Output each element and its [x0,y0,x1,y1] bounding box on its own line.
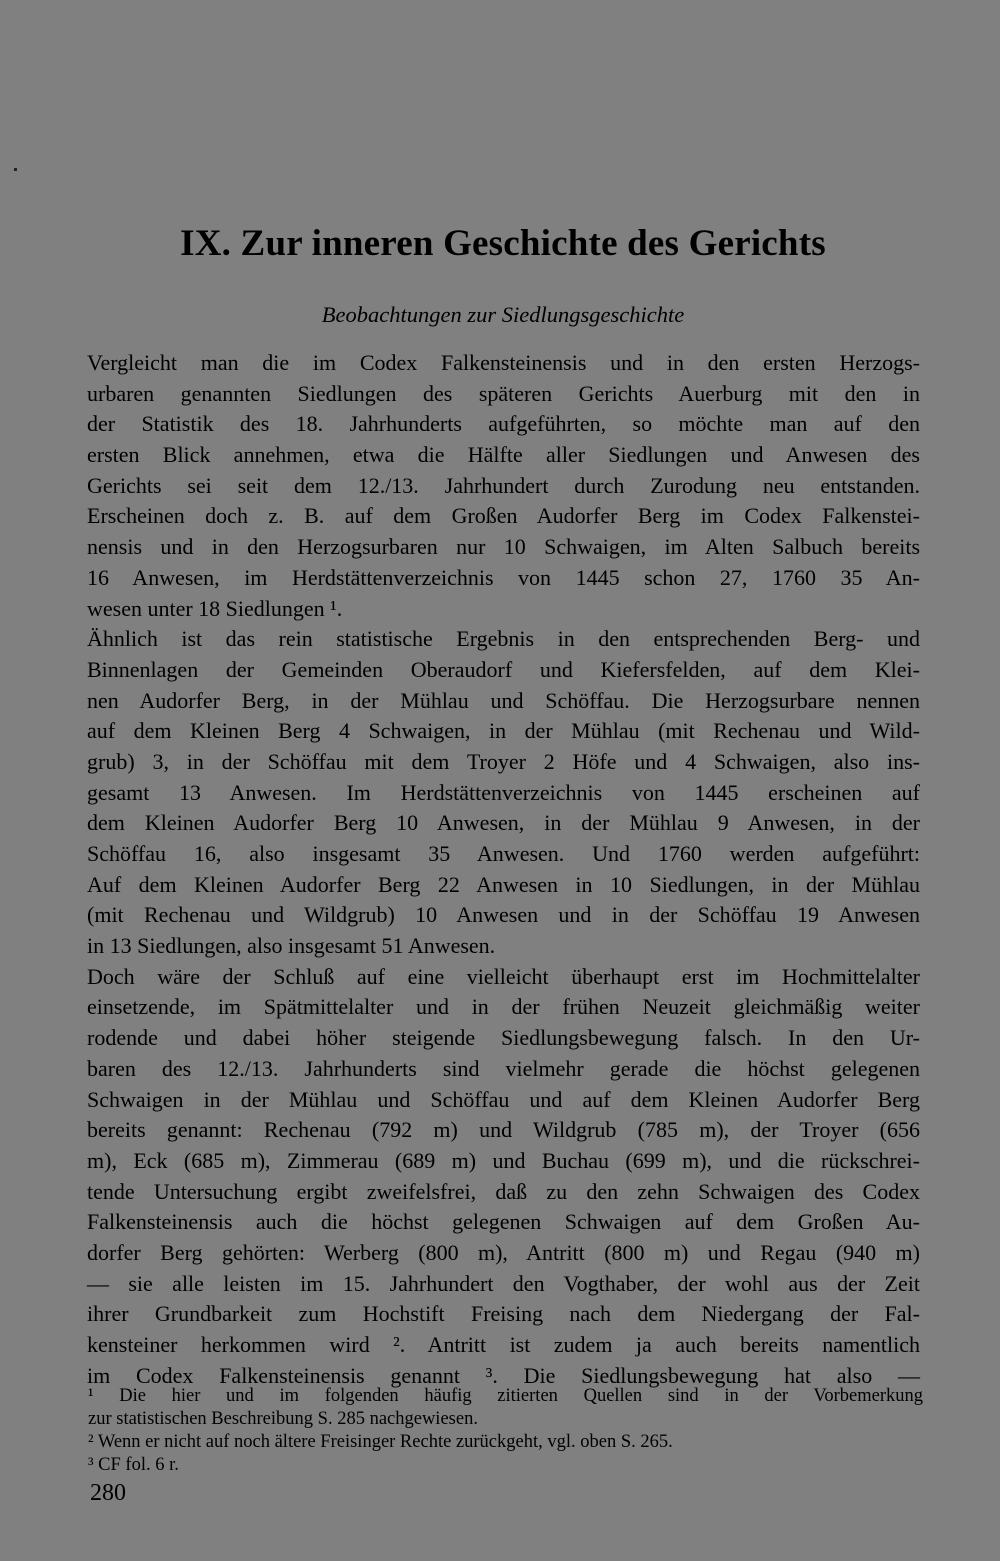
body-line: der Statistik des 18. Jahrhunderts aufgeführten, so möchte man auf den [87,411,920,437]
body-line: — sie alle leisten im 15. Jahrhundert den Vogthaber, der wohl aus der Zeit [87,1270,920,1296]
body-line: Schwaigen in der Mühlau und Schöffau und auf dem Kleinen Audorfer Berg [87,1086,920,1112]
body-line: Falkensteinensis auch die höchst gelegenen Schwaigen auf dem Großen Au- [87,1209,920,1235]
body-line: einsetzende, im Spätmittelalter und in der frühen Neuzeit gleichmäßig weiter [87,994,920,1020]
body-line: grub) 3, in der Schöffau mit dem Troyer 2 Höfe und 4 Schwaigen, also ins- [87,748,920,774]
body-line: nensis und in den Herzogsurbaren nur 10 Schwaigen, im Alten Salbuch bereits [87,534,920,560]
body-line: Auf dem Kleinen Audorfer Berg 22 Anwesen in 10 Siedlungen, in der Mühlau [87,871,920,897]
body-line: 16 Anwesen, im Herdstättenverzeichnis von 1445 schon 27, 1760 35 An- [87,564,920,590]
body-line: Gerichts sei seit dem 12./13. Jahrhundert durch Zurodung neu entstanden. [87,472,920,498]
body-line: gesamt 13 Anwesen. Im Herdstättenverzeichnis von 1445 erscheinen auf [87,779,920,805]
body-line: wesen unter 18 Siedlungen ¹. [87,595,343,621]
body-line: rodende und dabei höher steigende Siedlungsbewegung falsch. In den Ur- [87,1025,920,1051]
body-line: Binnenlagen der Gemeinden Oberaudorf und Kiefersfelden, auf dem Klei- [87,656,920,682]
body-text [87,348,920,1391]
body-line: Doch wäre der Schluß auf eine vielleicht überhaupt erst im Hochmittelalter [87,963,920,989]
footnote-line: ¹ Die hier und im folgenden häufig zitierten Quellen sind in der Vorbemerkung [88,1386,923,1406]
body-line: in 13 Siedlungen, also insgesamt 51 Anwesen. [87,933,496,959]
body-line: bereits genannt: Rechenau (792 m) und Wildgrub (785 m), der Troyer (656 [87,1117,920,1143]
page-number: 280 [90,1480,126,1506]
body-line: auf dem Kleinen Berg 4 Schwaigen, in der Mühlau (mit Rechenau und Wild- [87,718,920,744]
body-line: kensteiner herkommen wird ². Antritt ist zudem ja auch bereits namentlich [87,1332,920,1357]
footnote-line: ³ CF fol. 6 r. [88,1455,179,1475]
body-line: Erscheinen doch z. B. auf dem Großen Audorfer Berg im Codex Falkenstei- [87,503,920,529]
body-line: dem Kleinen Audorfer Berg 10 Anwesen, in der Mühlau 9 Anwesen, in der [87,810,920,836]
body-line: m), Eck (685 m), Zimmerau (689 m) und Buchau (699 m), und die rückschrei- [87,1147,920,1173]
section-title: Beobachtungen zur Siedlungsgeschichte [321,302,685,327]
body-line: ihrer Grundbarkeit zum Hochstift Freising nach dem Niedergang der Fal- [87,1301,920,1327]
body-line: urbaren genannten Siedlungen des späteren Gerichts Auerburg mit den in [87,380,920,406]
body-line: baren des 12./13. Jahrhunderts sind vielmehr gerade die höchst gelegenen [87,1055,920,1081]
body-line: Ähnlich ist das rein statistische Ergebnis in den entsprechenden Berg- und [87,626,920,652]
chapter-title: IX. Zur inneren Geschichte des Gerichts [180,223,826,264]
body-line: tende Untersuchung ergibt zweifelsfrei, daß zu den zehn Schwaigen des Codex [87,1178,920,1204]
footnote-line: zur statistischen Beschreibung S. 285 nachgewiesen. [88,1409,478,1429]
scan-speck [14,168,17,171]
body-line: nen Audorfer Berg, in der Mühlau und Schöffau. Die Herzogsurbare nennen [87,687,920,713]
body-line: dorfer Berg gehörten: Werberg (800 m), Antritt (800 m) und Regau (940 m) [87,1239,920,1265]
footnote-line: ² Wenn er nicht auf noch ältere Freisinger Rechte zurückgeht, vgl. oben S. 265. [88,1432,673,1452]
body-line: Schöffau 16, also insgesamt 35 Anwesen. Und 1760 werden aufgeführt: [87,841,920,866]
footnotes [88,1385,923,1477]
body-line: im Codex Falkensteinensis genannt ³. Die Siedlungsbewegung hat also — [87,1362,920,1388]
body-line: Vergleicht man die im Codex Falkensteinensis und in den ersten Herzogs- [87,350,920,375]
body-line: ersten Blick annehmen, etwa die Hälfte aller Siedlungen und Anwesen des [87,442,920,468]
body-line: (mit Rechenau und Wildgrub) 10 Anwesen und in der Schöffau 19 Anwesen [87,902,920,928]
